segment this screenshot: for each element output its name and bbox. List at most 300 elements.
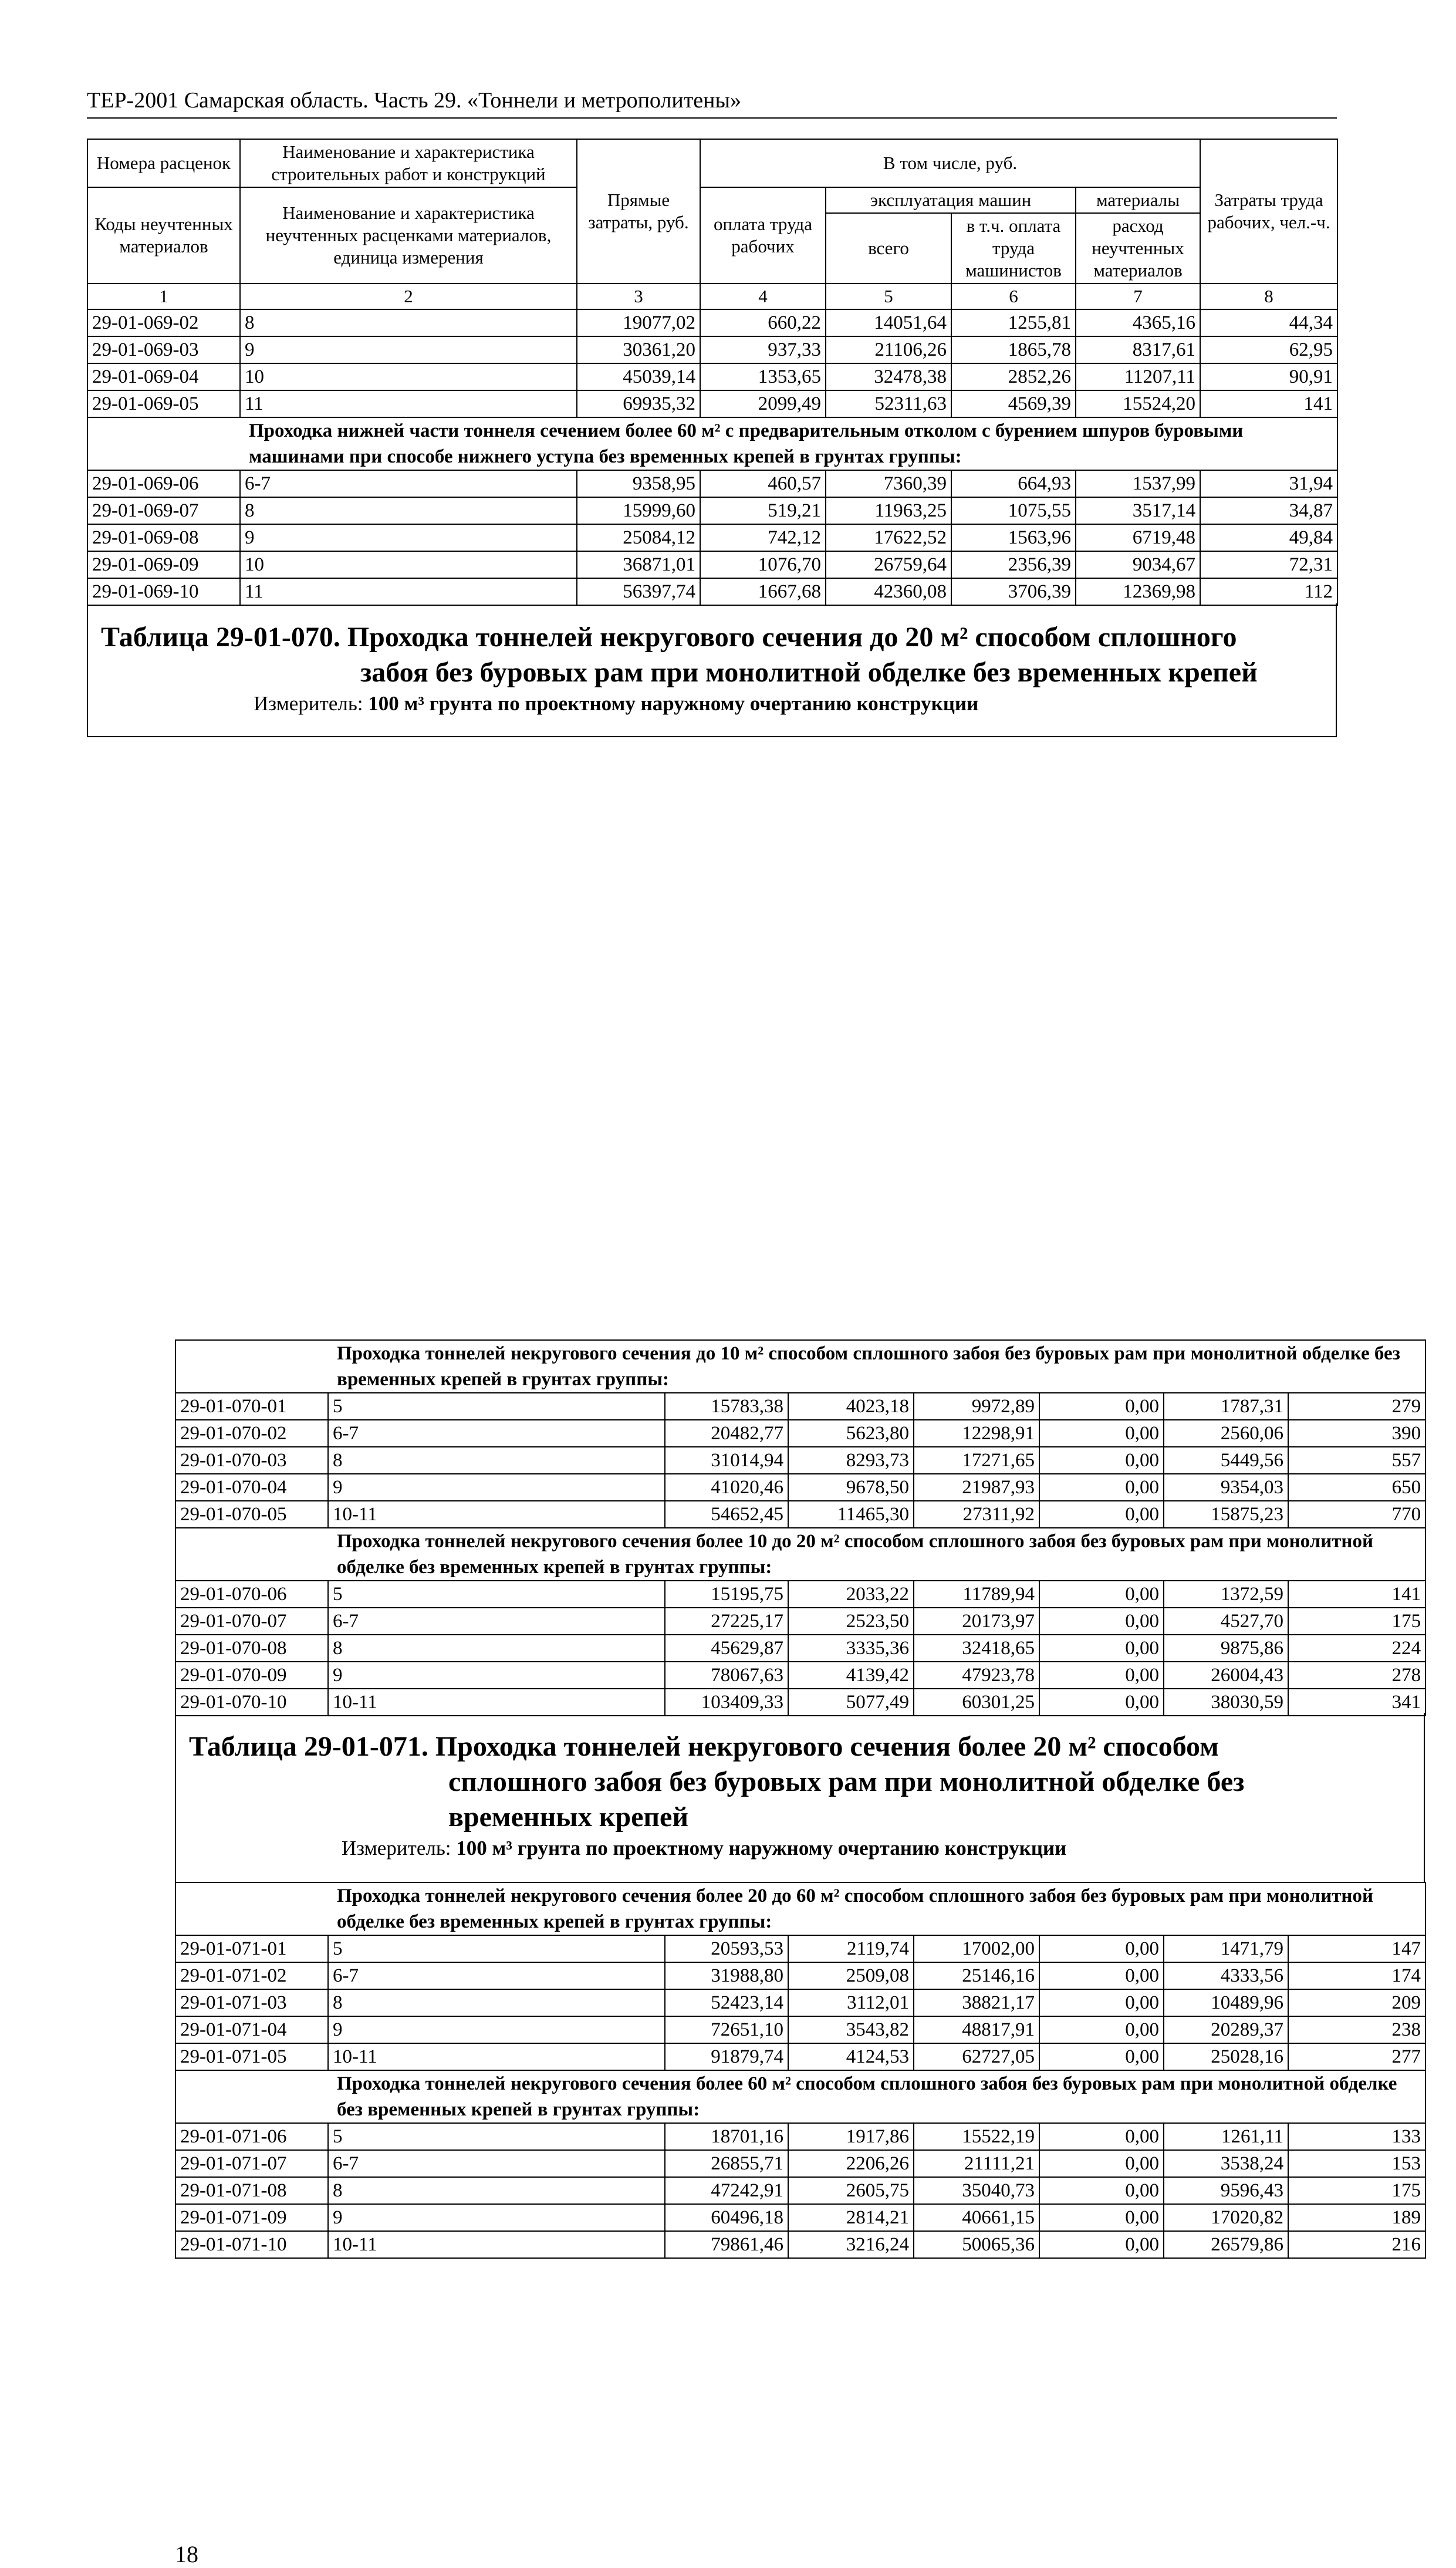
- value-cell: 78067,63: [665, 1662, 788, 1689]
- value-cell: 216: [1288, 2231, 1425, 2258]
- value-cell: 9875,86: [1164, 1635, 1288, 1662]
- value-cell: 25084,12: [577, 524, 700, 551]
- value-cell: 0,00: [1039, 1935, 1164, 1962]
- value-cell: 52423,14: [665, 1989, 788, 2016]
- value-cell: 3706,39: [951, 578, 1076, 605]
- column-number: 8: [1200, 284, 1337, 309]
- rate-code-cell: 29-01-070-04: [175, 1474, 328, 1501]
- value-cell: 4527,70: [1164, 1608, 1288, 1635]
- value-cell: 21106,26: [826, 336, 951, 363]
- value-cell: 15999,60: [577, 497, 700, 524]
- value-cell: 4124,53: [788, 2043, 914, 2070]
- rate-code-cell: 29-01-069-04: [87, 363, 240, 390]
- soil-group-cell: 9: [328, 1662, 665, 1689]
- value-cell: 79861,46: [665, 2231, 788, 2258]
- value-cell: 35040,73: [914, 2177, 1039, 2204]
- table-row: [87, 578, 1337, 605]
- value-cell: 3112,01: [788, 1989, 914, 2016]
- value-cell: 11789,94: [914, 1581, 1039, 1608]
- value-cell: 1667,68: [700, 578, 826, 605]
- value-cell: 50065,36: [914, 2231, 1039, 2258]
- value-cell: 41020,46: [665, 1474, 788, 1501]
- table-row: [87, 497, 1337, 524]
- column-numbers-row: [87, 284, 1337, 309]
- value-cell: 15522,19: [914, 2123, 1039, 2150]
- soil-group-cell: 6-7: [328, 2150, 665, 2177]
- header-materials-usage: расход неучтенных материалов: [1076, 213, 1200, 284]
- value-cell: 72,31: [1200, 551, 1337, 578]
- value-cell: 1076,70: [700, 551, 826, 578]
- value-cell: 4569,39: [951, 390, 1076, 417]
- section-heading: Проходка тоннелей некругового сечения более 10 до 20 м² способом сплошного забоя без буровых рам при монолитной обделке без временных крепей в грунтах группы:: [175, 1528, 1425, 1581]
- header-labor-costs: Затраты труда рабочих, чел.-ч.: [1200, 139, 1337, 284]
- table-row: [175, 1608, 1425, 1635]
- soil-group-cell: 10: [240, 551, 577, 578]
- value-cell: 11963,25: [826, 497, 951, 524]
- value-cell: 21987,93: [914, 1474, 1039, 1501]
- table-row: [87, 470, 1337, 497]
- value-cell: 3216,24: [788, 2231, 914, 2258]
- value-cell: 5077,49: [788, 1689, 914, 1716]
- value-cell: 15524,20: [1076, 390, 1200, 417]
- value-cell: 56397,74: [577, 578, 700, 605]
- value-cell: 17622,52: [826, 524, 951, 551]
- value-cell: 17020,82: [1164, 2204, 1288, 2231]
- value-cell: 45039,14: [577, 363, 700, 390]
- rate-code-cell: 29-01-070-05: [175, 1501, 328, 1528]
- rate-code-cell: 29-01-070-06: [175, 1581, 328, 1608]
- rate-code-cell: 29-01-069-06: [87, 470, 240, 497]
- value-cell: 2814,21: [788, 2204, 914, 2231]
- value-cell: 8293,73: [788, 1447, 914, 1474]
- value-cell: 21111,21: [914, 2150, 1039, 2177]
- value-cell: 32418,65: [914, 1635, 1039, 1662]
- value-cell: 3538,24: [1164, 2150, 1288, 2177]
- section-heading: Проходка тоннелей некругового сечения более 20 до 60 м² способом сплошного забоя без буровых рам при монолитной обделке без временных крепей в грунтах группы:: [175, 1882, 1425, 1935]
- value-cell: 238: [1288, 2016, 1425, 2043]
- rate-code-cell: 29-01-071-05: [175, 2043, 328, 2070]
- value-cell: 2206,26: [788, 2150, 914, 2177]
- value-cell: 26579,86: [1164, 2231, 1288, 2258]
- value-cell: 174: [1288, 1962, 1425, 1989]
- value-cell: 0,00: [1039, 1501, 1164, 1528]
- soil-group-cell: 6-7: [328, 1608, 665, 1635]
- value-cell: 9358,95: [577, 470, 700, 497]
- table-071-measure: Измеритель: 100 м³ грунта по проектному наружному очертанию конструкции: [342, 1837, 1067, 1860]
- table-header: [87, 139, 1337, 309]
- value-cell: 0,00: [1039, 2231, 1164, 2258]
- header-rate-numbers: Номера расценок: [87, 139, 240, 187]
- value-cell: 5623,80: [788, 1420, 914, 1447]
- value-cell: 47923,78: [914, 1662, 1039, 1689]
- table-row: [87, 336, 1337, 363]
- value-cell: 19077,02: [577, 309, 700, 336]
- value-cell: 90,91: [1200, 363, 1337, 390]
- rate-code-cell: 29-01-069-08: [87, 524, 240, 551]
- value-cell: 0,00: [1039, 2177, 1164, 2204]
- value-cell: 112: [1200, 578, 1337, 605]
- value-cell: 557: [1288, 1447, 1425, 1474]
- value-cell: 2099,49: [700, 390, 826, 417]
- value-cell: 9678,50: [788, 1474, 914, 1501]
- soil-group-cell: 5: [328, 2123, 665, 2150]
- table-row: [175, 1989, 1425, 2016]
- value-cell: 4333,56: [1164, 1962, 1288, 1989]
- rate-code-cell: 29-01-070-03: [175, 1447, 328, 1474]
- value-cell: 45629,87: [665, 1635, 788, 1662]
- value-cell: 664,93: [951, 470, 1076, 497]
- soil-group-cell: 9: [240, 524, 577, 551]
- table-071-title: Таблица 29-01-071. Проходка тоннелей некругового сечения более 20 м² способом сплошного забоя без буровых рам при монолитной обделке без временных крепей: [189, 1731, 1245, 1833]
- value-cell: 15783,38: [665, 1393, 788, 1420]
- column-number: 5: [826, 284, 951, 309]
- soil-group-cell: 11: [240, 390, 577, 417]
- value-cell: 2523,50: [788, 1608, 914, 1635]
- value-cell: 91879,74: [665, 2043, 788, 2070]
- value-cell: 36871,01: [577, 551, 700, 578]
- value-cell: 1372,59: [1164, 1581, 1288, 1608]
- value-cell: 0,00: [1039, 1447, 1164, 1474]
- table-row: [175, 1962, 1425, 1989]
- value-cell: 26004,43: [1164, 1662, 1288, 1689]
- value-cell: 0,00: [1039, 1474, 1164, 1501]
- value-cell: 390: [1288, 1420, 1425, 1447]
- value-cell: 2356,39: [951, 551, 1076, 578]
- table-row: [87, 309, 1337, 336]
- rate-code-cell: 29-01-071-03: [175, 1989, 328, 2016]
- rate-code-cell: 29-01-071-07: [175, 2150, 328, 2177]
- value-cell: 278: [1288, 1662, 1425, 1689]
- value-cell: 38030,59: [1164, 1689, 1288, 1716]
- table-070-measure: Измеритель: 100 м³ грунта по проектному наружному очертанию конструкции: [254, 692, 979, 715]
- value-cell: 0,00: [1039, 2150, 1164, 2177]
- value-cell: 650: [1288, 1474, 1425, 1501]
- value-cell: 52311,63: [826, 390, 951, 417]
- value-cell: 27311,92: [914, 1501, 1039, 1528]
- value-cell: 14051,64: [826, 309, 951, 336]
- value-cell: 519,21: [700, 497, 826, 524]
- value-cell: 224: [1288, 1635, 1425, 1662]
- rate-code-cell: 29-01-070-01: [175, 1393, 328, 1420]
- table-row: [87, 363, 1337, 390]
- value-cell: 1917,86: [788, 2123, 914, 2150]
- value-cell: 0,00: [1039, 1662, 1164, 1689]
- column-number: 3: [577, 284, 700, 309]
- value-cell: 3335,36: [788, 1635, 914, 1662]
- value-cell: 0,00: [1039, 1608, 1164, 1635]
- value-cell: 9354,03: [1164, 1474, 1288, 1501]
- table-070-title: Таблица 29-01-070. Проходка тоннелей некругового сечения до 20 м² способом сплошного забоя без буровых рам при монолитной обделке без временных крепей: [101, 622, 1258, 688]
- table-070-caption: [87, 603, 1421, 2567]
- soil-group-cell: 10-11: [328, 1689, 665, 1716]
- soil-group-cell: 9: [240, 336, 577, 363]
- table-row: [87, 551, 1337, 578]
- header-machines-total: всего: [826, 213, 951, 284]
- value-cell: 18701,16: [665, 2123, 788, 2150]
- table-row: [175, 1581, 1425, 1608]
- value-cell: 175: [1288, 2177, 1425, 2204]
- value-cell: 7360,39: [826, 470, 951, 497]
- value-cell: 937,33: [700, 336, 826, 363]
- value-cell: 11207,11: [1076, 363, 1200, 390]
- rate-code-cell: 29-01-071-10: [175, 2231, 328, 2258]
- value-cell: 341: [1288, 1689, 1425, 1716]
- rate-code-cell: 29-01-069-03: [87, 336, 240, 363]
- value-cell: 147: [1288, 1935, 1425, 1962]
- rate-code-cell: 29-01-070-10: [175, 1689, 328, 1716]
- page-number: 18: [175, 2541, 198, 2567]
- value-cell: 62,95: [1200, 336, 1337, 363]
- value-cell: 141: [1200, 390, 1337, 417]
- soil-group-cell: 8: [328, 1447, 665, 1474]
- soil-group-cell: 6-7: [328, 1420, 665, 1447]
- rate-code-cell: 29-01-071-08: [175, 2177, 328, 2204]
- soil-group-cell: 5: [328, 1581, 665, 1608]
- value-cell: 47242,91: [665, 2177, 788, 2204]
- value-cell: 31014,94: [665, 1447, 788, 1474]
- table-row: [175, 1635, 1425, 1662]
- table-row: [175, 1393, 1425, 1420]
- rate-code-cell: 29-01-069-10: [87, 578, 240, 605]
- value-cell: 44,34: [1200, 309, 1337, 336]
- soil-group-cell: 8: [240, 309, 577, 336]
- column-number: 2: [240, 284, 577, 309]
- value-cell: 1353,65: [700, 363, 826, 390]
- section-heading: Проходка тоннелей некругового сечения до 10 м² способом сплошного забоя без буровых рам при монолитной обделке без временных крепей в грунтах группы:: [175, 1340, 1425, 1393]
- value-cell: 460,57: [700, 470, 826, 497]
- value-cell: 69935,32: [577, 390, 700, 417]
- value-cell: 26855,71: [665, 2150, 788, 2177]
- soil-group-cell: 9: [328, 1474, 665, 1501]
- soil-group-cell: 8: [240, 497, 577, 524]
- header-material-codes: Коды неучтенных материалов: [87, 187, 240, 284]
- soil-group-cell: 8: [328, 2177, 665, 2204]
- value-cell: 153: [1288, 2150, 1425, 2177]
- column-number: 4: [700, 284, 826, 309]
- value-cell: 32478,38: [826, 363, 951, 390]
- soil-group-cell: 6-7: [240, 470, 577, 497]
- value-cell: 34,87: [1200, 497, 1337, 524]
- value-cell: 2560,06: [1164, 1420, 1288, 1447]
- value-cell: 9596,43: [1164, 2177, 1288, 2204]
- value-cell: 4139,42: [788, 1662, 914, 1689]
- value-cell: 1255,81: [951, 309, 1076, 336]
- value-cell: 11465,30: [788, 1501, 914, 1528]
- table-row: [175, 2123, 1425, 2150]
- section-heading: Проходка нижней части тоннеля сечением более 60 м² с предварительным отколом с бурением шпуров буровыми машинами при способе нижнего уступа без временных крепей в грунтах группы:: [87, 417, 1337, 470]
- value-cell: 25028,16: [1164, 2043, 1288, 2070]
- soil-group-cell: 8: [328, 1635, 665, 1662]
- soil-group-cell: 5: [328, 1935, 665, 1962]
- value-cell: 4365,16: [1076, 309, 1200, 336]
- rate-code-cell: 29-01-070-09: [175, 1662, 328, 1689]
- table-row: [175, 1662, 1425, 1689]
- value-cell: 0,00: [1039, 1393, 1164, 1420]
- value-cell: 1075,55: [951, 497, 1076, 524]
- table-row: [175, 2016, 1425, 2043]
- value-cell: 133: [1288, 2123, 1425, 2150]
- value-cell: 17002,00: [914, 1935, 1039, 1962]
- header-wages: оплата труда рабочих: [700, 187, 826, 284]
- value-cell: 0,00: [1039, 1581, 1164, 1608]
- header-materials: материалы: [1076, 187, 1200, 213]
- rate-code-cell: 29-01-069-09: [87, 551, 240, 578]
- value-cell: 0,00: [1039, 1962, 1164, 1989]
- value-cell: 1537,99: [1076, 470, 1200, 497]
- soil-group-cell: 5: [328, 1393, 665, 1420]
- value-cell: 17271,65: [914, 1447, 1039, 1474]
- value-cell: 20289,37: [1164, 2016, 1288, 2043]
- table-row: [175, 2177, 1425, 2204]
- value-cell: 0,00: [1039, 1989, 1164, 2016]
- value-cell: 12369,98: [1076, 578, 1200, 605]
- table-row: [175, 2150, 1425, 2177]
- column-number: 6: [951, 284, 1076, 309]
- table-071-caption: [175, 1713, 1425, 1883]
- value-cell: 2852,26: [951, 363, 1076, 390]
- value-cell: 31988,80: [665, 1962, 788, 1989]
- soil-group-cell: 8: [328, 1989, 665, 2016]
- table-row: [175, 1935, 1425, 1962]
- value-cell: 1261,11: [1164, 2123, 1288, 2150]
- table-row: [175, 1501, 1425, 1528]
- value-cell: 0,00: [1039, 2123, 1164, 2150]
- value-cell: 2119,74: [788, 1935, 914, 1962]
- rate-code-cell: 29-01-069-02: [87, 309, 240, 336]
- value-cell: 15875,23: [1164, 1501, 1288, 1528]
- rate-code-cell: 29-01-069-07: [87, 497, 240, 524]
- value-cell: 72651,10: [665, 2016, 788, 2043]
- value-cell: 1471,79: [1164, 1935, 1288, 1962]
- rate-code-cell: 29-01-071-06: [175, 2123, 328, 2150]
- rate-code-cell: 29-01-071-04: [175, 2016, 328, 2043]
- table-row: [175, 2231, 1425, 2258]
- soil-group-cell: 10-11: [328, 2231, 665, 2258]
- header-work-name: Наименование и характеристика строительных работ и конструкций: [240, 139, 577, 187]
- value-cell: 2509,08: [788, 1962, 914, 1989]
- value-cell: 2033,22: [788, 1581, 914, 1608]
- rate-code-cell: 29-01-071-01: [175, 1935, 328, 1962]
- value-cell: 2605,75: [788, 2177, 914, 2204]
- value-cell: 9972,89: [914, 1393, 1039, 1420]
- value-cell: 770: [1288, 1501, 1425, 1528]
- value-cell: 209: [1288, 1989, 1425, 2016]
- soil-group-cell: 9: [328, 2016, 665, 2043]
- soil-group-cell: 10-11: [328, 2043, 665, 2070]
- rate-code-cell: 29-01-071-02: [175, 1962, 328, 1989]
- value-cell: 0,00: [1039, 2204, 1164, 2231]
- value-cell: 20173,97: [914, 1608, 1039, 1635]
- value-cell: 48817,91: [914, 2016, 1039, 2043]
- page-header: ТЕР-2001 Самарская область. Часть 29. «Тоннели и метрополитены»: [87, 83, 1337, 119]
- rate-code-cell: 29-01-070-08: [175, 1635, 328, 1662]
- soil-group-cell: 10-11: [328, 1501, 665, 1528]
- value-cell: 277: [1288, 2043, 1425, 2070]
- value-cell: 0,00: [1039, 1420, 1164, 1447]
- rates-table-071: [175, 1882, 1426, 2259]
- value-cell: 1563,96: [951, 524, 1076, 551]
- value-cell: 6719,48: [1076, 524, 1200, 551]
- value-cell: 660,22: [700, 309, 826, 336]
- value-cell: 54652,45: [665, 1501, 788, 1528]
- column-number: 7: [1076, 284, 1200, 309]
- value-cell: 0,00: [1039, 1635, 1164, 1662]
- value-cell: 4023,18: [788, 1393, 914, 1420]
- value-cell: 5449,56: [1164, 1447, 1288, 1474]
- value-cell: 742,12: [700, 524, 826, 551]
- value-cell: 1865,78: [951, 336, 1076, 363]
- value-cell: 27225,17: [665, 1608, 788, 1635]
- value-cell: 175: [1288, 1608, 1425, 1635]
- table-row: [87, 390, 1337, 417]
- header-machines-wages: в т.ч. оплата труда машинистов: [951, 213, 1076, 284]
- rate-code-cell: 29-01-070-07: [175, 1608, 328, 1635]
- value-cell: 40661,15: [914, 2204, 1039, 2231]
- value-cell: 62727,05: [914, 2043, 1039, 2070]
- rate-code-cell: 29-01-069-05: [87, 390, 240, 417]
- soil-group-cell: 10: [240, 363, 577, 390]
- value-cell: 279: [1288, 1393, 1425, 1420]
- value-cell: 12298,91: [914, 1420, 1039, 1447]
- value-cell: 60496,18: [665, 2204, 788, 2231]
- value-cell: 25146,16: [914, 1962, 1039, 1989]
- value-cell: 3517,14: [1076, 497, 1200, 524]
- header-material-names: Наименование и характеристика неучтенных расценками материалов, единица измерения: [240, 187, 577, 284]
- value-cell: 1787,31: [1164, 1393, 1288, 1420]
- value-cell: 30361,20: [577, 336, 700, 363]
- value-cell: 9034,67: [1076, 551, 1200, 578]
- value-cell: 31,94: [1200, 470, 1337, 497]
- value-cell: 10489,96: [1164, 1989, 1288, 2016]
- value-cell: 3543,82: [788, 2016, 914, 2043]
- table-row: [175, 1420, 1425, 1447]
- value-cell: 42360,08: [826, 578, 951, 605]
- column-number: 1: [87, 284, 240, 309]
- table-row: [87, 524, 1337, 551]
- value-cell: 60301,25: [914, 1689, 1039, 1716]
- header-machines: эксплуатация машин: [826, 187, 1076, 213]
- value-cell: 49,84: [1200, 524, 1337, 551]
- table-row: [175, 1689, 1425, 1716]
- value-cell: 141: [1288, 1581, 1425, 1608]
- table-row: [175, 1447, 1425, 1474]
- soil-group-cell: 11: [240, 578, 577, 605]
- table-row: [175, 2204, 1425, 2231]
- table-row: [175, 1474, 1425, 1501]
- value-cell: 189: [1288, 2204, 1425, 2231]
- soil-group-cell: 9: [328, 2204, 665, 2231]
- value-cell: 0,00: [1039, 1689, 1164, 1716]
- header-direct-costs: Прямые затраты, руб.: [577, 139, 700, 284]
- header-including: В том числе, руб.: [700, 139, 1200, 187]
- rates-table-070: [175, 1339, 1426, 1716]
- value-cell: 8317,61: [1076, 336, 1200, 363]
- rate-code-cell: 29-01-071-09: [175, 2204, 328, 2231]
- rate-code-cell: 29-01-070-02: [175, 1420, 328, 1447]
- value-cell: 26759,64: [826, 551, 951, 578]
- value-cell: 20482,77: [665, 1420, 788, 1447]
- value-cell: 20593,53: [665, 1935, 788, 1962]
- value-cell: 0,00: [1039, 2016, 1164, 2043]
- value-cell: 0,00: [1039, 2043, 1164, 2070]
- value-cell: 38821,17: [914, 1989, 1039, 2016]
- rates-table-069: [87, 139, 1338, 606]
- soil-group-cell: 6-7: [328, 1962, 665, 1989]
- value-cell: 103409,33: [665, 1689, 788, 1716]
- table-row: [175, 2043, 1425, 2070]
- section-heading: Проходка тоннелей некругового сечения более 60 м² способом сплошного забоя без буровых рам при монолитной обделке без временных крепей в грунтах группы:: [175, 2070, 1425, 2123]
- value-cell: 15195,75: [665, 1581, 788, 1608]
